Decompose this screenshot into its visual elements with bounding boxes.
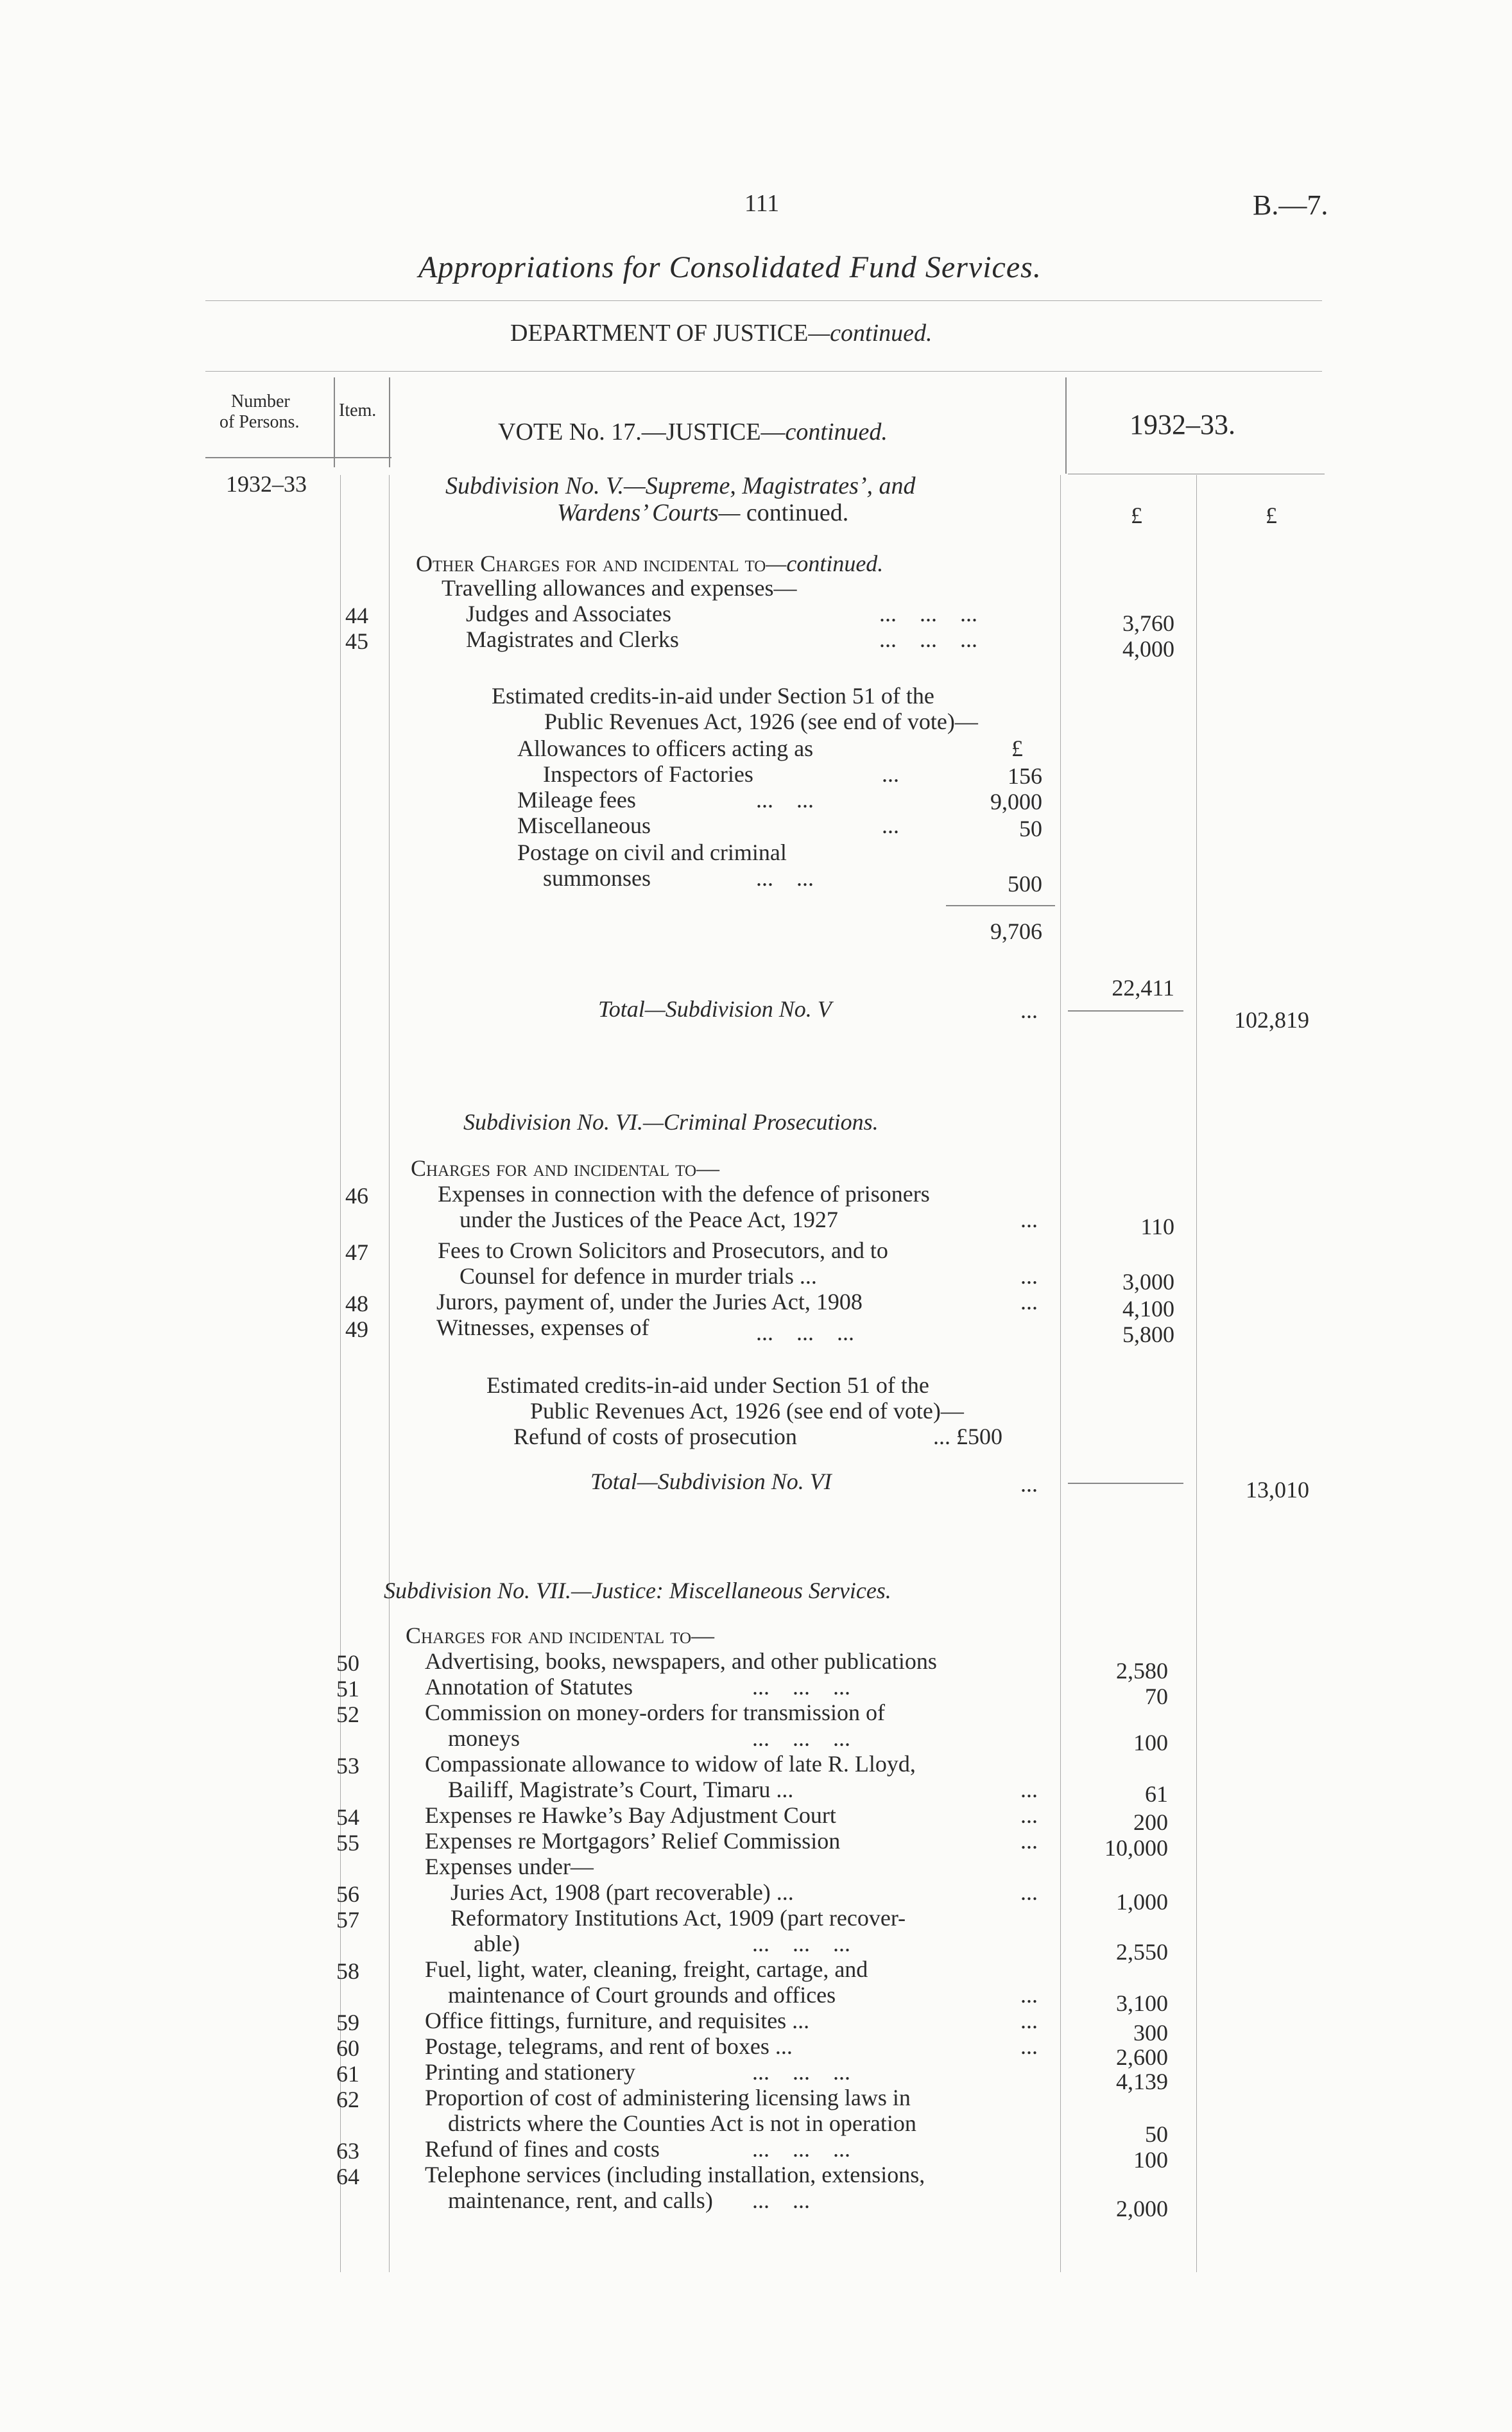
sub5-credits-2: Public Revenues Act, 1926 (see end of vote)— <box>544 709 978 734</box>
item-label: Magistrates and Clerks <box>466 626 679 652</box>
item-dots: ... ... ... <box>879 626 977 652</box>
item-dots: ... ... ... <box>752 1674 850 1700</box>
credit-amount: 50 <box>1019 816 1042 841</box>
item-number: 58 <box>336 1958 359 1984</box>
item-dots: ... <box>1020 1982 1038 2008</box>
sub6-total-rule <box>1068 1483 1183 1484</box>
item-amount: 300 <box>1133 2020 1168 2046</box>
item-label: Expenses under— <box>425 1854 594 1879</box>
item-amount: 2,550 <box>1116 1939 1168 1965</box>
item-label-2: able) <box>474 1931 520 1956</box>
item-number: 49 <box>345 1316 368 1342</box>
sub6-total: 13,010 <box>1246 1477 1309 1503</box>
item-amount: 70 <box>1145 1684 1168 1709</box>
item-label-2: Counsel for defence in murder trials ... <box>460 1263 817 1289</box>
item-label: Juries Act, 1908 (part recoverable) ... <box>451 1879 794 1905</box>
sub6-credits-2: Public Revenues Act, 1926 (see end of vote)— <box>530 1398 964 1424</box>
credits-sum-rule <box>946 905 1055 906</box>
persons-year: 1932–33 <box>226 471 307 497</box>
sub6-credits-1: Estimated credits-in-aid under Section 51 of the <box>486 1372 929 1398</box>
item-label-2: Bailiff, Magistrate’s Court, Timaru ... <box>448 1777 794 1802</box>
credit-amount: 500 <box>1008 871 1042 897</box>
item-label: Jurors, payment of, under the Juries Act, 1908 <box>436 1289 863 1315</box>
column-rule-item-body <box>389 475 390 2272</box>
item-label: Compassionate allowance to widow of late R. Lloyd, <box>425 1751 916 1777</box>
column-rule-persons-body <box>340 475 341 2272</box>
item-amount: 10,000 <box>1104 1835 1168 1861</box>
sub5-other-charges: Other Charges for and incidental to—continued. <box>416 551 884 576</box>
column-rule-text <box>1065 377 1067 474</box>
credit-amount: 9,000 <box>990 789 1042 815</box>
title-rule <box>205 300 1322 301</box>
item-number: 59 <box>336 2010 359 2035</box>
column-header-persons: Number <box>231 392 290 411</box>
item-label: Witnesses, expenses of <box>436 1315 649 1340</box>
sub5-heading-2: Wardens’ Courts— continued. <box>557 499 849 526</box>
sub6-charges: Charges for and incidental to— <box>411 1155 720 1181</box>
item-dots: ... ... ... <box>752 1931 850 1956</box>
item-label: Reformatory Institutions Act, 1909 (part recover- <box>451 1905 906 1931</box>
column-header-year: 1932–33. <box>1130 409 1235 440</box>
credit-currency: £ <box>1011 736 1023 761</box>
item-amount: 110 <box>1140 1214 1174 1239</box>
item-amount: 4,000 <box>1122 636 1174 662</box>
page-title: Appropriations for Consolidated Fund Services. <box>418 250 1042 284</box>
item-number: 61 <box>336 2061 359 2087</box>
item-label: Judges and Associates <box>466 601 671 626</box>
item-label: Telephone services (including installation, extensions, <box>425 2162 925 2187</box>
item-number: 54 <box>336 1804 359 1830</box>
item-number: 51 <box>336 1676 359 1702</box>
sub5-heading-1: Subdivision No. V.—Supreme, Magistrates’, and <box>445 472 916 499</box>
item-number: 62 <box>336 2087 359 2112</box>
currency-col1: £ <box>1131 503 1142 528</box>
item-dots: ... ... ... <box>752 1725 850 1751</box>
sub7-heading: Subdivision No. VII.—Justice: Miscellaneous Services. <box>384 1578 891 1603</box>
item-dots: ... <box>1020 2033 1038 2059</box>
item-number: 55 <box>336 1830 359 1856</box>
department-heading: DEPARTMENT OF JUSTICE—continued. <box>510 320 932 347</box>
sub6-credits-3: Refund of costs of prosecution <box>513 1424 797 1449</box>
item-dots: ... ... ... <box>879 601 977 626</box>
department-rule <box>205 371 1322 372</box>
item-number: 47 <box>345 1239 368 1265</box>
credits-total: 9,706 <box>990 918 1042 944</box>
item-dots: ... <box>1020 1802 1038 1828</box>
item-label: Expenses re Mortgagors’ Relief Commission <box>425 1828 841 1854</box>
item-number: 57 <box>336 1907 359 1933</box>
item-number: 53 <box>336 1753 359 1779</box>
header-underline-left <box>205 457 391 458</box>
item-label: Expenses re Hawke’s Bay Adjustment Court <box>425 1802 836 1828</box>
sub5-total: 102,819 <box>1234 1007 1309 1033</box>
sub6-credits-amount: ... £500 <box>933 1424 1002 1449</box>
sub5-travelling: Travelling allowances and expenses— <box>442 575 797 601</box>
item-dots: ... <box>1020 1207 1038 1232</box>
item-label: Printing and stationery <box>425 2059 635 2085</box>
item-number: 63 <box>336 2138 359 2164</box>
item-dots: ... <box>1020 1289 1038 1315</box>
column-rule-item <box>389 377 390 467</box>
credit-dots: ... <box>882 761 899 787</box>
item-dots: ... <box>1020 1777 1038 1802</box>
page-number: 111 <box>744 190 780 217</box>
vote-heading: VOTE No. 17.—JUSTICE—continued. <box>498 418 888 445</box>
item-label: Proportion of cost of administering licensing laws in <box>425 2085 911 2110</box>
column-rule-persons <box>334 377 335 467</box>
item-label: Office fittings, furniture, and requisites ... <box>425 2008 810 2033</box>
item-number: 46 <box>345 1183 368 1209</box>
credit-label-2: Inspectors of Factories <box>543 761 753 787</box>
item-label: Fees to Crown Solicitors and Prosecutors, and to <box>438 1238 888 1263</box>
item-amount: 1,000 <box>1116 1889 1168 1915</box>
credit-label: Miscellaneous <box>517 813 651 838</box>
sub5-total-label: Total—Subdivision No. V <box>598 996 832 1022</box>
sub6-total-dots: ... <box>1020 1471 1038 1497</box>
item-number: 48 <box>345 1291 368 1316</box>
item-dots: ... <box>1020 1879 1038 1905</box>
item-amount: 3,000 <box>1122 1269 1174 1295</box>
item-label: Refund of fines and costs <box>425 2136 660 2162</box>
credit-dots: ... <box>882 813 899 838</box>
credit-label: Mileage fees <box>517 787 636 813</box>
item-label: Commission on money-orders for transmission of <box>425 1700 885 1725</box>
item-label-2: districts where the Counties Act is not in operation <box>448 2110 916 2136</box>
item-label: Annotation of Statutes <box>425 1674 633 1700</box>
item-amount: 50 <box>1145 2121 1168 2147</box>
item-amount: 2,600 <box>1116 2044 1168 2070</box>
item-number: 64 <box>336 2164 359 2189</box>
sub5-credits-1: Estimated credits-in-aid under Section 51 of the <box>492 683 934 709</box>
item-amount: 3,100 <box>1116 1990 1168 2016</box>
credit-label: Postage on civil and criminal <box>517 840 787 865</box>
item-dots: ... ... ... <box>752 2059 850 2085</box>
sub5-total-dots: ... <box>1020 997 1038 1023</box>
item-dots: ... <box>1020 2008 1038 2033</box>
column-rule-amount-body <box>1196 475 1197 2272</box>
column-header-item: Item. <box>339 401 377 420</box>
item-number: 44 <box>345 603 368 628</box>
item-number: 52 <box>336 1702 359 1727</box>
item-amount: 2,580 <box>1116 1658 1168 1684</box>
item-label-2: maintenance of Court grounds and offices <box>448 1982 836 2008</box>
document-reference: B.—7. <box>1253 189 1328 221</box>
item-label: Postage, telegrams, and rent of boxes ... <box>425 2033 793 2059</box>
item-amount: 100 <box>1133 1730 1168 1755</box>
item-amount: 4,139 <box>1116 2069 1168 2094</box>
column-header-persons-2: of Persons. <box>219 412 300 432</box>
sub6-heading: Subdivision No. VI.—Criminal Prosecutions. <box>463 1109 879 1135</box>
sub7-charges: Charges for and incidental to— <box>406 1623 715 1648</box>
item-dots: ... ... <box>752 2187 810 2213</box>
item-label: Advertising, books, newspapers, and other publications <box>425 1648 937 1674</box>
item-amount: 100 <box>1133 2147 1168 2173</box>
item-dots: ... <box>1020 1263 1038 1289</box>
item-number: 45 <box>345 628 368 654</box>
item-dots: ... ... ... <box>756 1320 854 1345</box>
sub5-total-rule <box>1068 1010 1183 1012</box>
item-number: 50 <box>336 1650 359 1676</box>
item-label-2: moneys <box>448 1725 520 1751</box>
credit-dots: ... ... <box>756 865 814 891</box>
item-number: 56 <box>336 1881 359 1907</box>
item-amount: 3,760 <box>1122 610 1174 636</box>
item-amount: 61 <box>1145 1781 1168 1807</box>
credit-dots: ... ... <box>756 787 814 813</box>
item-amount: 2,000 <box>1116 2196 1168 2221</box>
item-label: Expenses in connection with the defence of prisoners <box>438 1181 930 1207</box>
item-dots: ... ... ... <box>752 2136 850 2162</box>
item-number: 60 <box>336 2035 359 2061</box>
credit-label: Allowances to officers acting as <box>517 736 814 761</box>
sub6-total-label: Total—Subdivision No. VI <box>590 1469 832 1494</box>
item-amount: 4,100 <box>1122 1296 1174 1322</box>
credit-amount: 156 <box>1008 763 1042 789</box>
item-label: Fuel, light, water, cleaning, freight, cartage, and <box>425 1956 868 1982</box>
item-amount: 200 <box>1133 1809 1168 1835</box>
item-amount: 5,800 <box>1122 1322 1174 1347</box>
item-label-2: under the Justices of the Peace Act, 1927 <box>460 1207 838 1232</box>
item-dots: ... <box>1020 1828 1038 1854</box>
item-label-2: maintenance, rent, and calls) <box>448 2187 713 2213</box>
credit-label-2: summonses <box>543 865 651 891</box>
currency-col2: £ <box>1266 503 1277 528</box>
sub5-subtotal: 22,411 <box>1112 975 1174 1001</box>
